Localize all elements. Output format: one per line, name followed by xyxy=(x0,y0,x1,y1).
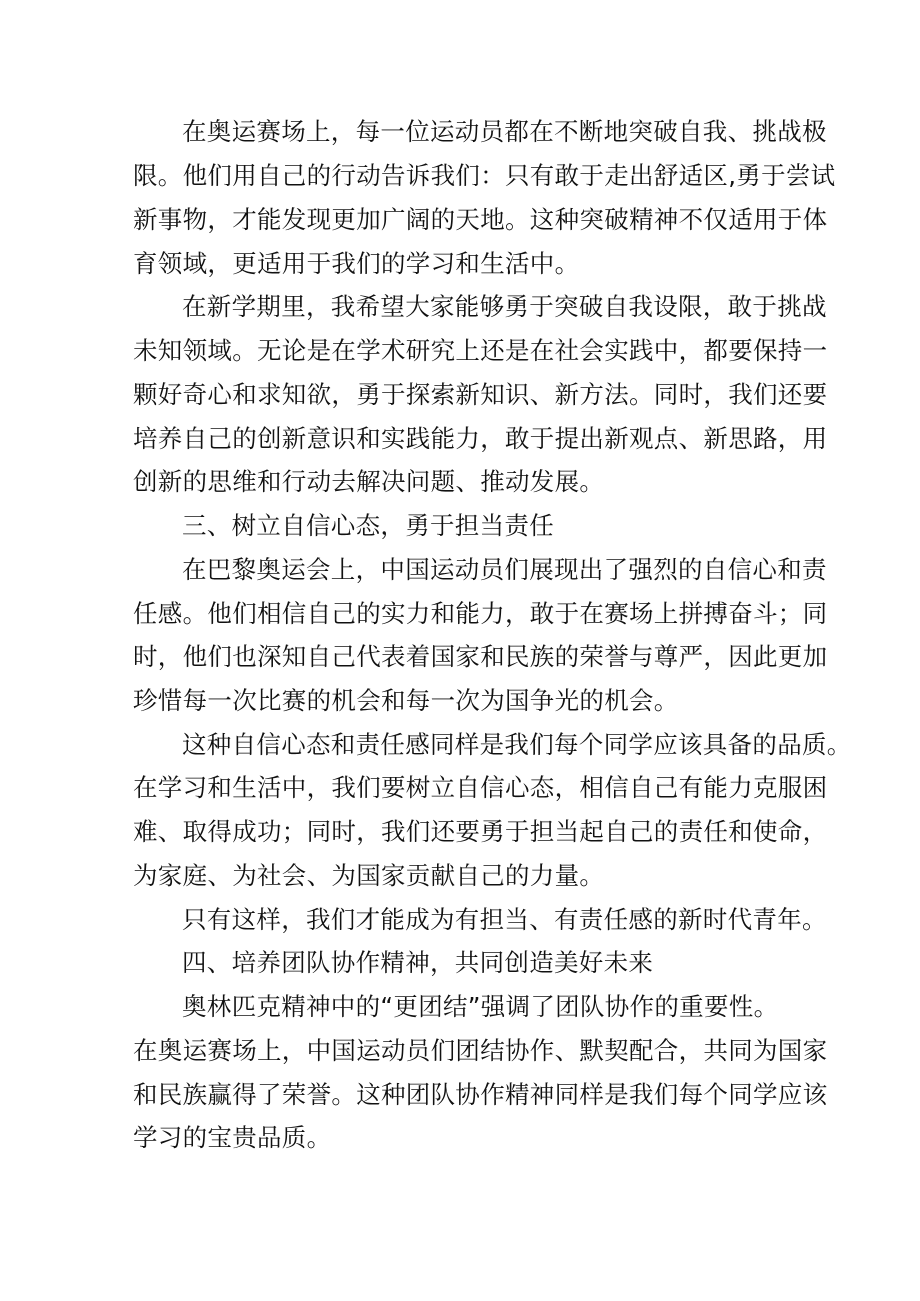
paragraph-line: 新事物，才能发现更加广阔的天地。这种突破精神不仅适用于体 xyxy=(133,205,828,234)
paragraph-line: 在学习和生活中，我们要树立自信心态，相信自己有能力克服困 xyxy=(133,773,828,802)
paragraph-line: 在奥运赛场上，每一位运动员都在不断地突破自我、挑战极 xyxy=(182,117,827,146)
paragraph-line: 颗好奇心和求知欲，勇于探索新知识、新方法。同时，我们还要 xyxy=(133,380,828,409)
paragraph-line: 时，他们也深知自己代表着国家和民族的荣誉与尊严，因此更加 xyxy=(133,642,828,671)
paragraph-line: 创新的思维和行动去解决问题、推动发展。 xyxy=(133,467,605,496)
paragraph-line: 奥林匹克精神中的“更团结”强调了团队协作的重要性。 xyxy=(182,992,779,1021)
paragraph-line: 这种自信心态和责任感同样是我们每个同学应该具备的品质。 xyxy=(182,730,852,759)
paragraph-line: 在新学期里，我希望大家能够勇于突破自我设限，敢于挑战 xyxy=(182,292,827,321)
paragraph-line: 和民族赢得了荣誉。这种团队协作精神同样是我们每个同学应该 xyxy=(133,1080,828,1109)
paragraph-line: 学习的宝贵品质。 xyxy=(133,1123,332,1152)
paragraph-line: 难、取得成功；同时，我们还要勇于担当起自己的责任和使命， xyxy=(133,817,828,846)
paragraph-line: 未知领域。无论是在学术研究上还是在社会实践中，都要保持一 xyxy=(133,336,828,365)
paragraph-line: 育领域，更适用于我们的学习和生活中。 xyxy=(133,249,580,278)
paragraph-line: 任感。他们相信自己的实力和能力，敢于在赛场上拼搏奋斗；同 xyxy=(133,599,828,628)
paragraph-line: 限。他们用自己的行动告诉我们：只有敢于走出舒适区,勇于尝试 xyxy=(133,161,836,190)
section-heading: 四、培养团队协作精神，共同创造美好未来 xyxy=(182,948,654,977)
paragraph-line: 在奥运赛场上，中国运动员们团结协作、默契配合，共同为国家 xyxy=(133,1036,828,1065)
paragraph-line: 培养自己的创新意识和实践能力，敢于提出新观点、新思路，用 xyxy=(133,424,828,453)
paragraph-line: 只有这样，我们才能成为有担当、有责任感的新时代青年。 xyxy=(182,905,827,934)
paragraph-line: 珍惜每一次比赛的机会和每一次为国争光的机会。 xyxy=(133,686,679,715)
paragraph-line: 为家庭、为社会、为国家贡献自己的力量。 xyxy=(133,861,605,890)
paragraph-line: 在巴黎奥运会上，中国运动员们展现出了强烈的自信心和责 xyxy=(182,555,827,584)
section-heading: 三、树立自信心态，勇于担当责任 xyxy=(182,511,554,540)
